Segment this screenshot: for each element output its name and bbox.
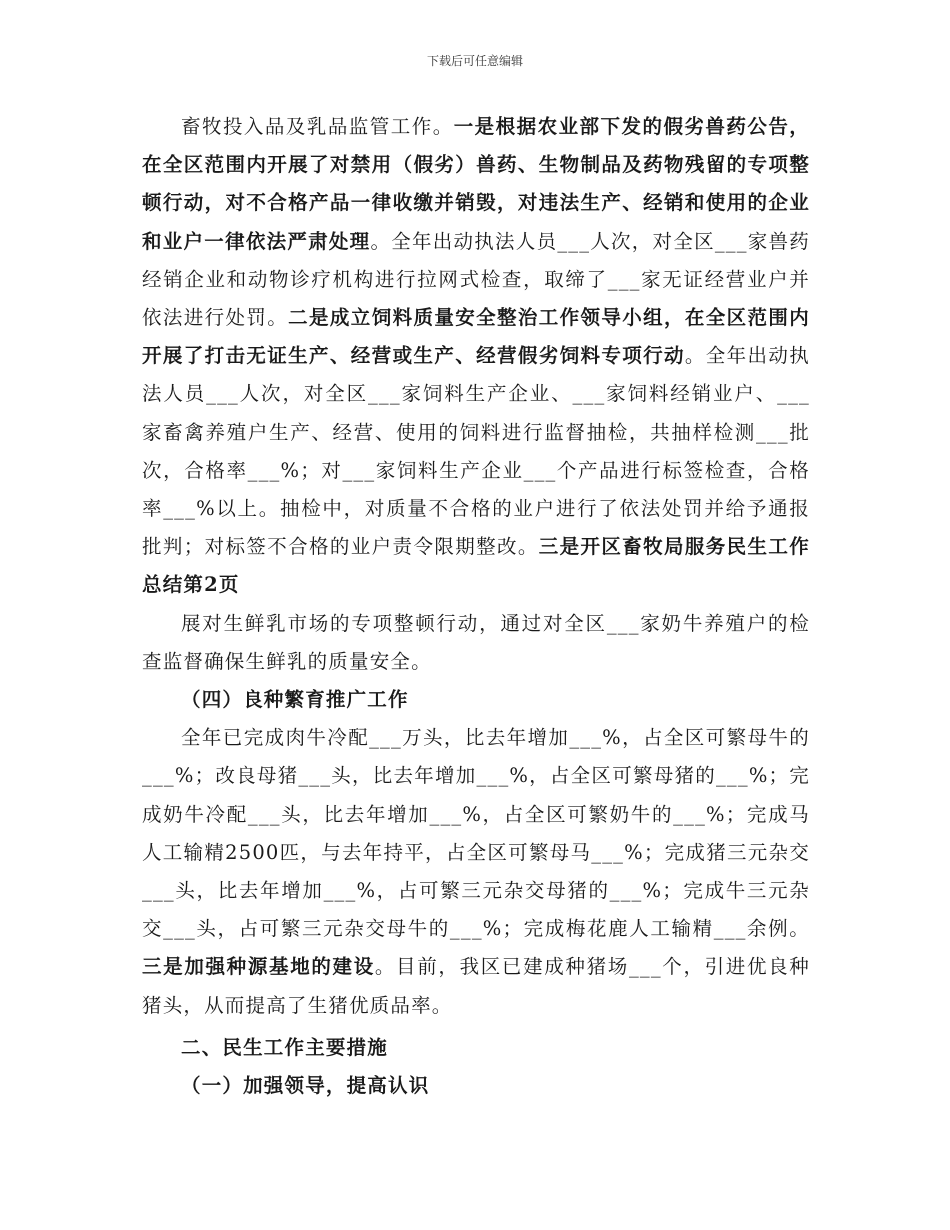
text-run: 。全年出动执法人员___人次，对全区___家兽药经销企业和动物诊疗机构进行拉网式检查，取缔了___家无证经营业户并依法进行处罚。: [142, 229, 810, 330]
bold-text-run: 三是开区畜牧局服务民生工作总结第2页: [142, 535, 810, 597]
bold-text-run: 三是加强种源基地的建设: [142, 955, 375, 979]
text-run: 全年已完成肉牛冷配___万头，比去年增加___%，占全区可繁母牛的___%；改良母猪___头，比去年增加___%，占全区可繁母猪的___%；完成奶牛冷配___头，比去年增加___%，占全区可繁奶牛的___%；完成马人工输精2500匹，与去年持平，占全区可繁母马___%；完成猪三元杂交___头，比去年增加___%，占可繁三元杂交母猪的___%；完成牛三元杂交___头，占可繁三元杂交母牛的___%；完成梅花鹿人工输精___余例。: [142, 726, 810, 941]
section-heading-leadership: （一）加强领导，提高认识: [181, 1074, 430, 1098]
paragraph-fresh-milk: 展对生鲜乳市场的专项整顿行动，通过对全区___家奶牛养殖户的检查监督确保生鲜乳的质量安全。: [142, 611, 810, 673]
document-body: [142, 108, 810, 1105]
text-run: 畜牧投入品及乳品监管工作。: [181, 115, 454, 138]
page-header: 下载后可任意编辑: [426, 54, 523, 68]
bold-text-run: 二是成立饲料质量安全整治工作领导小组，在全区范围内开展了打击无证生产、经营或生产、经营假劣饲料专项行动: [142, 306, 810, 368]
text-run: 。全年出动执法人员___人次，对全区___家饲料生产企业、___家饲料经销业户、___家畜禽养殖户生产、经营、使用的饲料进行监督抽检，共抽样检测___批次，合格率___%；对___家饲料生产企业___个产品进行标签检查，合格率___%以上。抽检中，对质量不合格的业户进行了依法处罚并给予通报批判；对标签不合格的业户责令限期整改。: [142, 344, 811, 559]
paragraph-feed-drug-supervision: [142, 108, 810, 605]
bold-text-run: 一是根据农业部下发的假劣兽药公告，在全区范围内开展了对禁用（假劣）兽药、生物制品及药物残留的专项整顿行动，对不合格产品一律收缴并销毁，对违法生产、经销和使用的企业和业户一律依法严肃处理: [142, 115, 810, 253]
section-heading-main-measures: 二、民生工作主要措施: [181, 1035, 389, 1059]
section-heading-breeding: （四）良种繁育推广工作: [181, 688, 409, 712]
text-run: 。目前，我区已建成种猪场___个，引进优良种猪头，从而提高了生猪优质品率。: [142, 955, 810, 1017]
paragraph-breeding-stats: [142, 719, 810, 1025]
